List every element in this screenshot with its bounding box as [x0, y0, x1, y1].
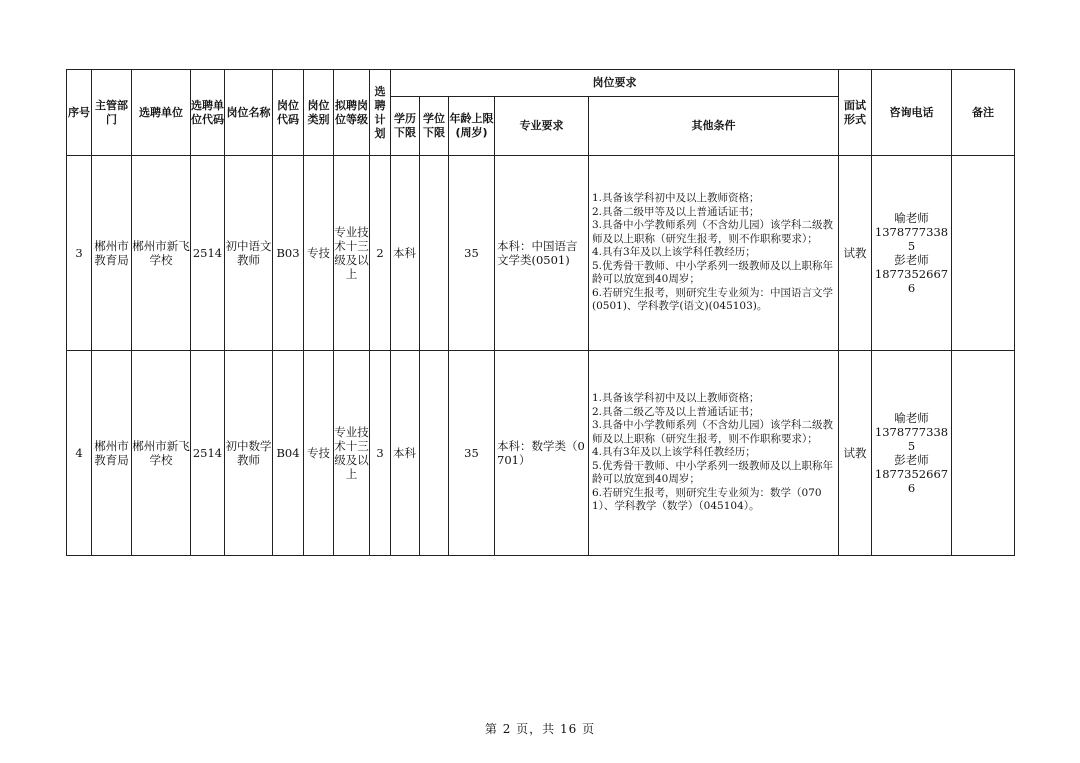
- condition-line: 2.具备二级甲等及以上普通话证书；: [592, 205, 760, 218]
- cell-seq: 4: [67, 351, 92, 556]
- cell-degree: [420, 156, 449, 351]
- cell-remark: [952, 351, 1015, 556]
- contact-name: 彭老师: [894, 253, 929, 267]
- cell-seq: 3: [67, 156, 92, 351]
- cell-post-code: B04: [273, 351, 304, 556]
- condition-line: 6.若研究生报考，则研究生专业须为：中国语言文学(0501)、学科教学(语文)(045103)。: [592, 286, 834, 313]
- cell-edu: 本科: [391, 156, 420, 351]
- cell-post-name: 初中数学教师: [225, 351, 273, 556]
- condition-line: 1.具备该学科初中及以上教师资格；: [592, 392, 760, 405]
- condition-line: 3.具备中小学教师系列（不含幼儿园）该学科二级教师及以上职称（研究生报考，则不作职称要求）；: [592, 219, 834, 245]
- cell-interview: 试教: [839, 351, 872, 556]
- cell-grade: 专业技术十三级及以上: [334, 351, 370, 556]
- table-row: [67, 156, 1015, 351]
- cell-grade: 专业技术十三级及以上: [334, 156, 370, 351]
- cell-phone: [872, 156, 952, 351]
- cell-phone: [872, 351, 952, 556]
- header-unit-code: 选聘单位代码: [191, 70, 225, 156]
- condition-line: 1.具备该学科初中及以上教师资格；: [592, 192, 760, 205]
- cell-degree: [420, 351, 449, 556]
- cell-major: 本科：数学类（0701）: [495, 351, 589, 556]
- cell-plan: 3: [370, 351, 391, 556]
- header-phone: 咨询电话: [872, 70, 952, 156]
- cell-age: 35: [449, 351, 495, 556]
- contact-number: 13787773385: [874, 425, 949, 453]
- condition-line: 3.具备中小学教师系列（不含幼儿园）该学科二级教师及以上职称（研究生报考，则不作职称要求）；: [592, 419, 834, 445]
- condition-line: 6.若研究生报考，则研究生专业须为：数学（0701）、学科教学（数学）（045104）。: [592, 486, 822, 513]
- recruitment-table: [66, 69, 1015, 556]
- header-major: 专业要求: [495, 97, 589, 156]
- cell-dept: 郴州市教育局: [92, 351, 132, 556]
- table-row: [67, 351, 1015, 556]
- condition-line: 4.具有3年及以上该学科任教经历；: [592, 446, 756, 459]
- header-post-code: 岗位代码: [273, 70, 304, 156]
- cell-interview: 试教: [839, 156, 872, 351]
- contact-number: 18773526676: [874, 267, 949, 295]
- cell-unit-code: 2514: [191, 351, 225, 556]
- cell-dept: 郴州市教育局: [92, 156, 132, 351]
- header-edu: 学历下限: [391, 97, 420, 156]
- header-age: 年龄上限(周岁): [449, 97, 495, 156]
- cell-unit: 郴州市新飞学校: [132, 156, 191, 351]
- cell-unit: 郴州市新飞学校: [132, 351, 191, 556]
- header-unit: 选聘单位: [132, 70, 191, 156]
- page-footer: 第 2 页，共 16 页: [484, 722, 596, 736]
- header-plan: 选聘计划: [370, 70, 391, 156]
- cell-major: 本科：中国语言文学类(0501): [495, 156, 589, 351]
- header-grade: 拟聘岗位等级: [334, 70, 370, 156]
- cell-other-conditions: [589, 156, 839, 351]
- cell-post-name: 初中语文教师: [225, 156, 273, 351]
- contact-name: 喻老师: [894, 411, 929, 425]
- cell-post-type: 专技: [304, 351, 334, 556]
- header-post-type: 岗位类别: [304, 70, 334, 156]
- header-post-name: 岗位名称: [225, 70, 273, 156]
- contact-name: 彭老师: [894, 453, 929, 467]
- cell-post-code: B03: [273, 156, 304, 351]
- condition-line: 4.具有3年及以上该学科任教经历；: [592, 246, 756, 259]
- header-other: 其他条件: [589, 97, 839, 156]
- header-interview: 面试形式: [839, 70, 872, 156]
- contact-number: 18773526676: [874, 467, 949, 495]
- cell-other-conditions: [589, 351, 839, 556]
- header-degree: 学位下限: [420, 97, 449, 156]
- header-seq: 序号: [67, 70, 92, 156]
- cell-plan: 2: [370, 156, 391, 351]
- cell-age: 35: [449, 156, 495, 351]
- contact-name: 喻老师: [894, 211, 929, 225]
- header-dept: 主管部门: [92, 70, 132, 156]
- cell-unit-code: 2514: [191, 156, 225, 351]
- condition-line: 5.优秀骨干教师、中小学系列一级教师及以上职称年龄可以放宽到40周岁；: [592, 459, 834, 486]
- condition-line: 5.优秀骨干教师、中小学系列一级教师及以上职称年龄可以放宽到40周岁；: [592, 259, 834, 286]
- cell-post-type: 专技: [304, 156, 334, 351]
- cell-edu: 本科: [391, 351, 420, 556]
- header-remark: 备注: [952, 70, 1015, 156]
- header-requirements: 岗位要求: [391, 70, 839, 97]
- cell-remark: [952, 156, 1015, 351]
- contact-number: 13787773385: [874, 225, 949, 253]
- condition-line: 2.具备二级乙等及以上普通话证书；: [592, 405, 760, 418]
